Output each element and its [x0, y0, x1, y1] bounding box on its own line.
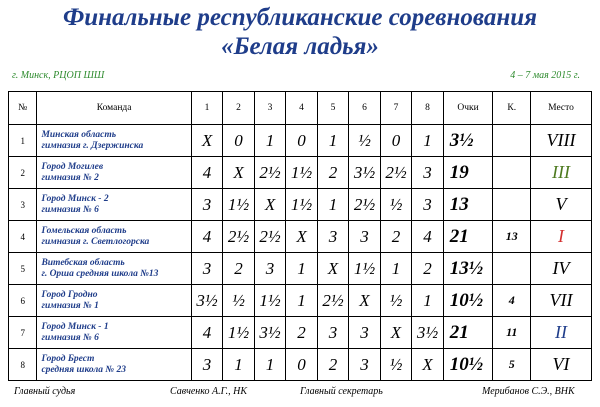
points-cell: 19	[443, 157, 493, 189]
result-vs-1: 4	[191, 157, 222, 189]
row-number: 7	[9, 317, 37, 349]
result-vs-5: 2½	[317, 285, 348, 317]
result-vs-8: X	[412, 349, 443, 381]
result-vs-4: 2	[286, 317, 317, 349]
k-cell: 5	[493, 349, 531, 381]
result-vs-6: 3	[349, 349, 380, 381]
row-number: 8	[9, 349, 37, 381]
table-row	[9, 285, 592, 317]
team-cell	[37, 285, 191, 317]
result-vs-3: 1	[254, 349, 285, 381]
header-round-2: 2	[223, 92, 254, 125]
team-region: Город Могилев	[41, 161, 104, 172]
result-vs-3: 3½	[254, 317, 285, 349]
header-k: К.	[493, 92, 531, 125]
result-vs-4: X	[286, 221, 317, 253]
team-cell	[37, 157, 191, 189]
secretary-name: Мерибанов С.Э., ВНК	[482, 386, 575, 397]
points-cell: 13½	[443, 253, 493, 285]
result-vs-3: 2½	[254, 221, 285, 253]
points-cell: 10½	[443, 349, 493, 381]
result-vs-5: 1	[317, 125, 348, 157]
k-cell	[493, 253, 531, 285]
result-vs-3: 1	[254, 125, 285, 157]
table-row	[9, 157, 592, 189]
table-row	[9, 125, 592, 157]
result-vs-8: 4	[412, 221, 443, 253]
result-vs-2: 1½	[223, 189, 254, 221]
team-region: Город Гродно	[41, 289, 98, 300]
result-vs-8: 3	[412, 189, 443, 221]
k-cell	[493, 189, 531, 221]
team-region: Город Брест	[41, 353, 95, 364]
place-cell: IV	[531, 253, 592, 285]
points-cell: 21	[443, 221, 493, 253]
table-row	[9, 253, 592, 285]
result-vs-7: 2½	[380, 157, 411, 189]
place-cell: VIII	[531, 125, 592, 157]
result-vs-5: 2	[317, 349, 348, 381]
header-round-6: 6	[349, 92, 380, 125]
row-number: 5	[9, 253, 37, 285]
result-vs-4: 1	[286, 285, 317, 317]
result-vs-5: 3	[317, 317, 348, 349]
table-row	[9, 317, 592, 349]
header-points: Очки	[443, 92, 493, 125]
place-cell: I	[531, 221, 592, 253]
place-cell: V	[531, 189, 592, 221]
team-cell	[37, 253, 191, 285]
result-vs-1: 3	[191, 189, 222, 221]
points-cell: 21	[443, 317, 493, 349]
result-vs-5: 1	[317, 189, 348, 221]
result-vs-4: 1½	[286, 189, 317, 221]
result-vs-1: X	[191, 125, 222, 157]
team-school: гимназия № 2	[41, 172, 99, 183]
result-vs-2: ½	[223, 285, 254, 317]
team-school: гимназия г. Дзержинска	[41, 140, 144, 151]
chief-judge-label: Главный судья	[14, 386, 76, 397]
team-school: г. Орша средняя школа №13	[41, 268, 159, 279]
result-vs-3: 3	[254, 253, 285, 285]
team-cell	[37, 349, 191, 381]
table-header-row	[9, 92, 592, 125]
page-title: Финальные республиканские соревнования	[62, 4, 538, 31]
team-region: Минская область	[41, 129, 117, 140]
header-round-1: 1	[191, 92, 222, 125]
team-school: гимназия № 1	[41, 300, 99, 311]
chief-judge-name: Савченко А.Г., НК	[170, 386, 247, 397]
place-cell: VII	[531, 285, 592, 317]
row-number: 3	[9, 189, 37, 221]
team-cell	[37, 125, 191, 157]
location-label: г. Минск, РЦОП ШШ	[12, 70, 105, 81]
result-vs-2: 1½	[223, 317, 254, 349]
table-row	[9, 349, 592, 381]
result-vs-3: 2½	[254, 157, 285, 189]
result-vs-7: ½	[380, 349, 411, 381]
result-vs-6: 2½	[349, 189, 380, 221]
result-vs-7: 0	[380, 125, 411, 157]
k-cell	[493, 157, 531, 189]
result-vs-7: ½	[380, 189, 411, 221]
points-cell: 13	[443, 189, 493, 221]
header-number: №	[9, 92, 37, 125]
header-round-7: 7	[380, 92, 411, 125]
result-vs-2: X	[223, 157, 254, 189]
team-region: Гомельская область	[41, 225, 127, 236]
header-round-4: 4	[286, 92, 317, 125]
result-vs-6: 3½	[349, 157, 380, 189]
row-number: 6	[9, 285, 37, 317]
team-school: гимназия № 6	[41, 332, 99, 343]
result-vs-7: ½	[380, 285, 411, 317]
secretary-label: Главный секретарь	[300, 386, 383, 397]
result-vs-6: 3	[349, 317, 380, 349]
header-round-3: 3	[254, 92, 285, 125]
row-number: 4	[9, 221, 37, 253]
result-vs-2: 2	[223, 253, 254, 285]
result-vs-7: X	[380, 317, 411, 349]
result-vs-5: 3	[317, 221, 348, 253]
result-vs-6: 1½	[349, 253, 380, 285]
team-cell	[37, 189, 191, 221]
points-cell: 10½	[443, 285, 493, 317]
result-vs-8: 3	[412, 157, 443, 189]
result-vs-6: ½	[349, 125, 380, 157]
header-place: Место	[531, 92, 592, 125]
result-vs-2: 1	[223, 349, 254, 381]
results-table	[8, 91, 592, 381]
result-vs-5: 2	[317, 157, 348, 189]
place-cell: VI	[531, 349, 592, 381]
k-cell	[493, 125, 531, 157]
row-number: 2	[9, 157, 37, 189]
table-row	[9, 221, 592, 253]
result-vs-8: 3½	[412, 317, 443, 349]
result-vs-5: X	[317, 253, 348, 285]
header-round-5: 5	[317, 92, 348, 125]
result-vs-1: 4	[191, 317, 222, 349]
header-round-8: 8	[412, 92, 443, 125]
result-vs-1: 3	[191, 253, 222, 285]
result-vs-4: 1½	[286, 157, 317, 189]
page-subtitle: «Белая ладья»	[221, 33, 379, 60]
k-cell: 13	[493, 221, 531, 253]
k-cell: 4	[493, 285, 531, 317]
k-cell: 11	[493, 317, 531, 349]
result-vs-8: 2	[412, 253, 443, 285]
team-school: гимназия г. Светлогорска	[41, 236, 150, 247]
team-region: Витебская область	[41, 257, 125, 268]
result-vs-2: 2½	[223, 221, 254, 253]
result-vs-6: X	[349, 285, 380, 317]
row-number: 1	[9, 125, 37, 157]
result-vs-2: 0	[223, 125, 254, 157]
result-vs-4: 0	[286, 349, 317, 381]
result-vs-7: 1	[380, 253, 411, 285]
result-vs-6: 3	[349, 221, 380, 253]
result-vs-7: 2	[380, 221, 411, 253]
team-cell	[37, 221, 191, 253]
result-vs-8: 1	[412, 285, 443, 317]
result-vs-3: 1½	[254, 285, 285, 317]
result-vs-4: 1	[286, 253, 317, 285]
table-row	[9, 189, 592, 221]
team-school: средняя школа № 23	[41, 364, 126, 375]
points-cell: 3½	[443, 125, 493, 157]
dates-label: 4 – 7 мая 2015 г.	[510, 70, 580, 81]
place-cell: III	[531, 157, 592, 189]
result-vs-3: X	[254, 189, 285, 221]
result-vs-8: 1	[412, 125, 443, 157]
team-region: Город Минск - 2	[41, 193, 109, 204]
team-cell	[37, 317, 191, 349]
team-region: Город Минск - 1	[41, 321, 109, 332]
team-school: гимназия № 6	[41, 204, 99, 215]
result-vs-1: 3½	[191, 285, 222, 317]
result-vs-1: 3	[191, 349, 222, 381]
header-team: Команда	[37, 92, 191, 125]
place-cell: II	[531, 317, 592, 349]
result-vs-4: 0	[286, 125, 317, 157]
result-vs-1: 4	[191, 221, 222, 253]
